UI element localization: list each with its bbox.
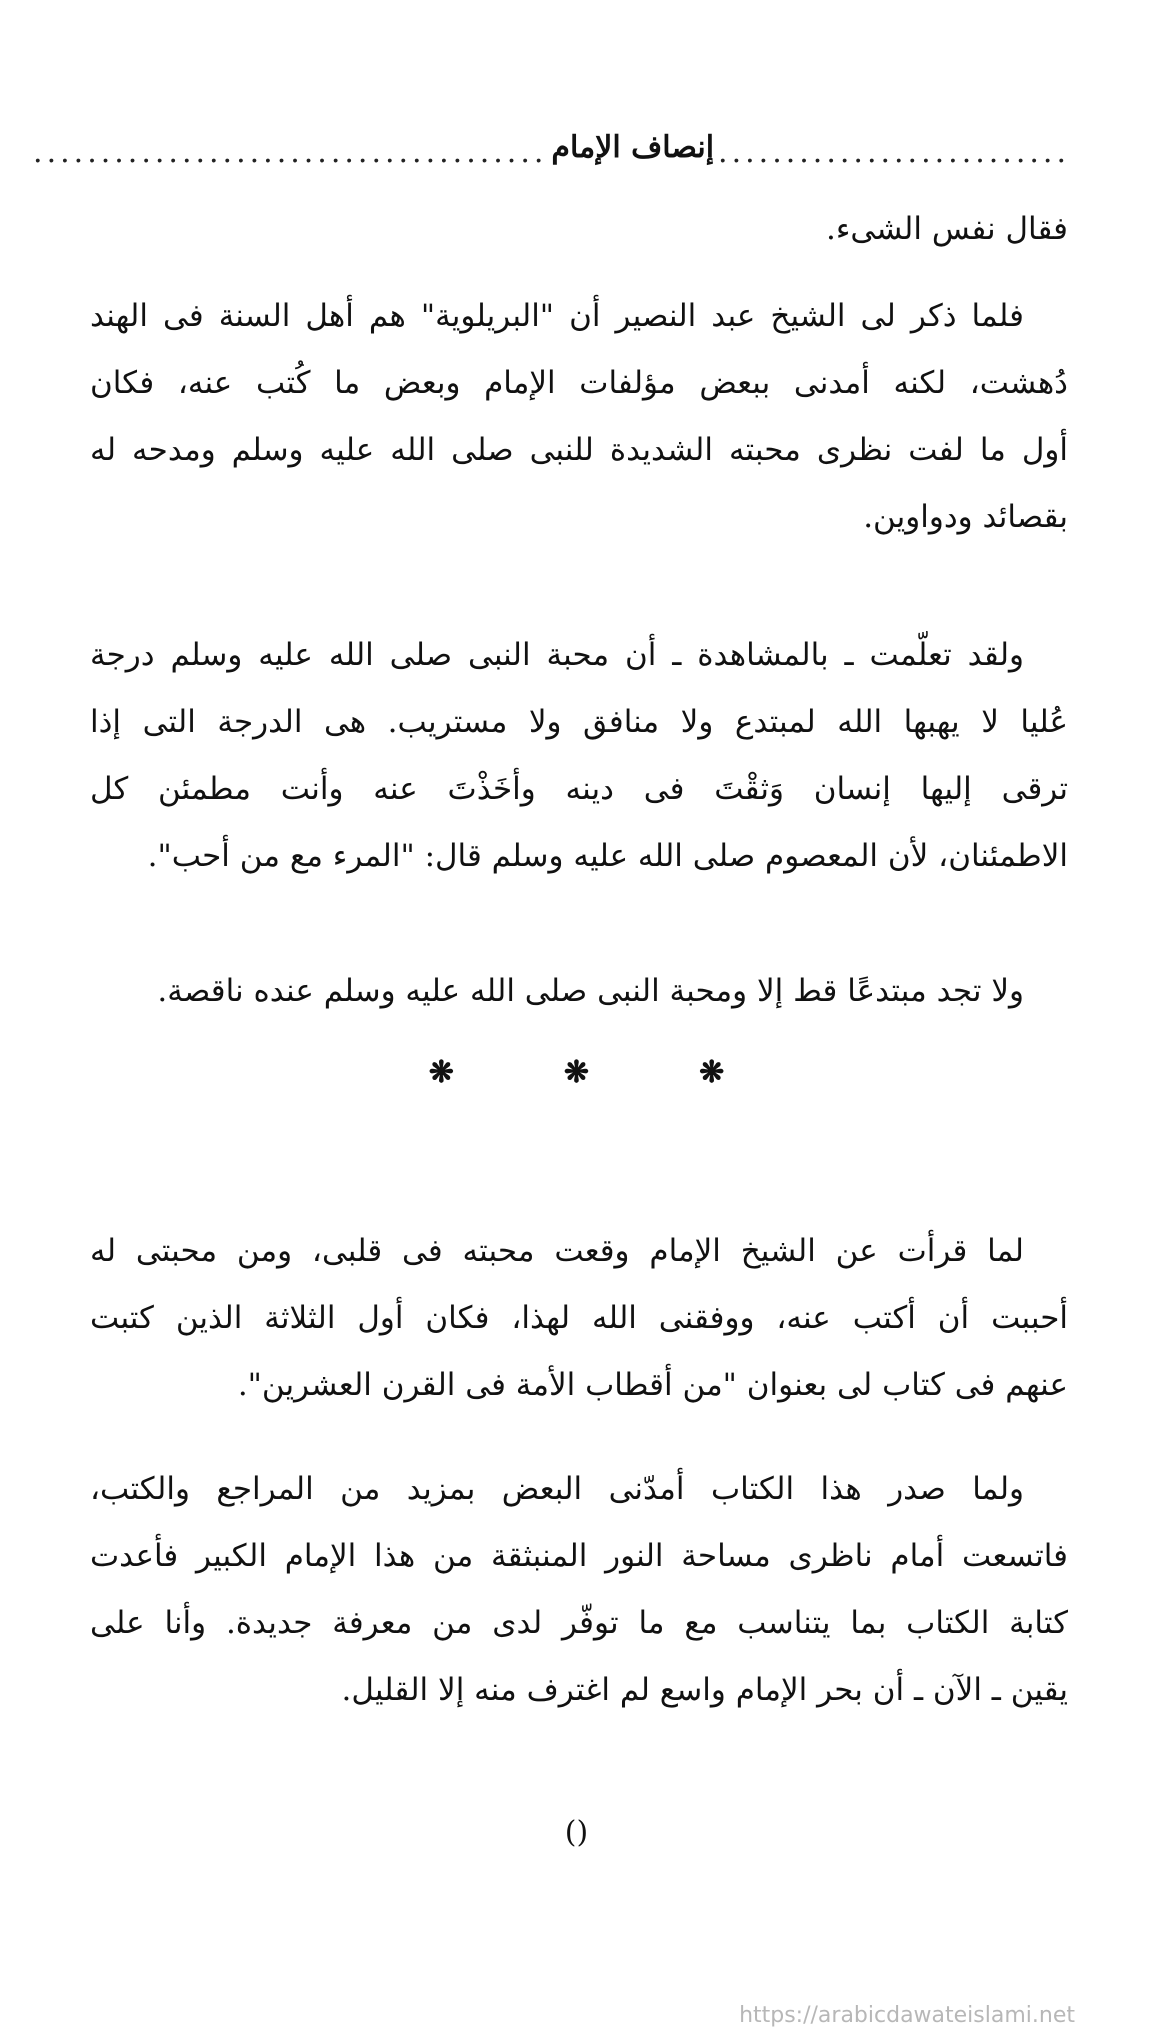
text-line: عُليا لا يهبها الله لمبتدع ولا منافق ولا مستريب. هى الدرجة التى إذا bbox=[90, 704, 1068, 740]
text-line: فلما ذكر لى الشيخ عبد النصير أن "البريلوية" هم أهل السنة فى الهند bbox=[90, 298, 1024, 334]
text-line: فقال نفس الشىء. bbox=[826, 211, 1068, 247]
text-line: ولقد تعلّمت ـ بالمشاهدة ـ أن محبة النبى صلى الله عليه وسلم درجة bbox=[90, 637, 1024, 673]
text-line: كتابة الكتاب بما يتناسب مع ما توفّر لدى من معرفة جديدة. وأنا على bbox=[90, 1605, 1068, 1641]
text-line: ولا تجد مبتدعًا قط إلا ومحبة النبى صلى الله عليه وسلم عنده ناقصة. bbox=[157, 973, 1024, 1009]
text-line: عنهم فى كتاب لى بعنوان "من أقطاب الأمة فى القرن العشرين". bbox=[237, 1367, 1068, 1403]
section-separator bbox=[0, 1055, 1153, 1090]
star-icon: ❋ bbox=[563, 1055, 590, 1090]
star-icon: ❋ bbox=[699, 1055, 725, 1090]
paragraph-4 bbox=[90, 958, 1068, 1025]
paragraph-1 bbox=[90, 196, 1068, 263]
page-number: () bbox=[564, 1815, 589, 1850]
text-line: فاتسعت أمام ناظرى مساحة النور المنبثقة من هذا الإمام الكبير فأعدت bbox=[90, 1538, 1068, 1574]
running-header bbox=[33, 118, 1070, 170]
text-line: بقصائد ودواوين. bbox=[863, 499, 1068, 535]
paragraph-2 bbox=[90, 283, 1068, 551]
paragraph-5 bbox=[90, 1218, 1068, 1419]
text-line: أول ما لفت نظرى محبته الشديدة للنبى صلى الله عليه وسلم ومدحه له bbox=[90, 432, 1068, 468]
text-line: ترقى إليها إنسان وَثقْتَ فى دينه وأخَذْتَ عنه وأنت مطمئن كل bbox=[90, 771, 1068, 807]
text-line: أحببت أن أكتب عنه، ووفقنى الله لهذا، فكان أول الثلاثة الذين كتبت bbox=[90, 1300, 1068, 1336]
paragraph-3 bbox=[90, 622, 1068, 890]
text-line: يقين ـ الآن ـ أن بحر الإمام واسع لم اغترف منه إلا القليل. bbox=[341, 1672, 1068, 1708]
text-line: الاطمئنان، لأن المعصوم صلى الله عليه وسلم قال: "المرء مع من أحب". bbox=[147, 838, 1068, 874]
header-title: إنصاف الإمام bbox=[551, 130, 715, 165]
text-line: لما قرأت عن الشيخ الإمام وقعت محبته فى قلبى، ومن محبتى له bbox=[90, 1233, 1024, 1269]
paragraph-6 bbox=[90, 1456, 1068, 1724]
text-line: ولما صدر هذا الكتاب أمدّنى البعض بمزيد من المراجع والكتب، bbox=[90, 1471, 1024, 1507]
header-dots-right: .......................... bbox=[718, 135, 1070, 170]
watermark-url: https://arabicdawateislami.net bbox=[739, 2003, 1075, 2028]
header-dots-left: ...................................... bbox=[33, 135, 548, 170]
text-line: دُهشت، لكنه أمدنى ببعض مؤلفات الإمام وبعض ما كُتب عنه، فكان bbox=[90, 365, 1068, 401]
star-icon: ❋ bbox=[428, 1055, 454, 1090]
